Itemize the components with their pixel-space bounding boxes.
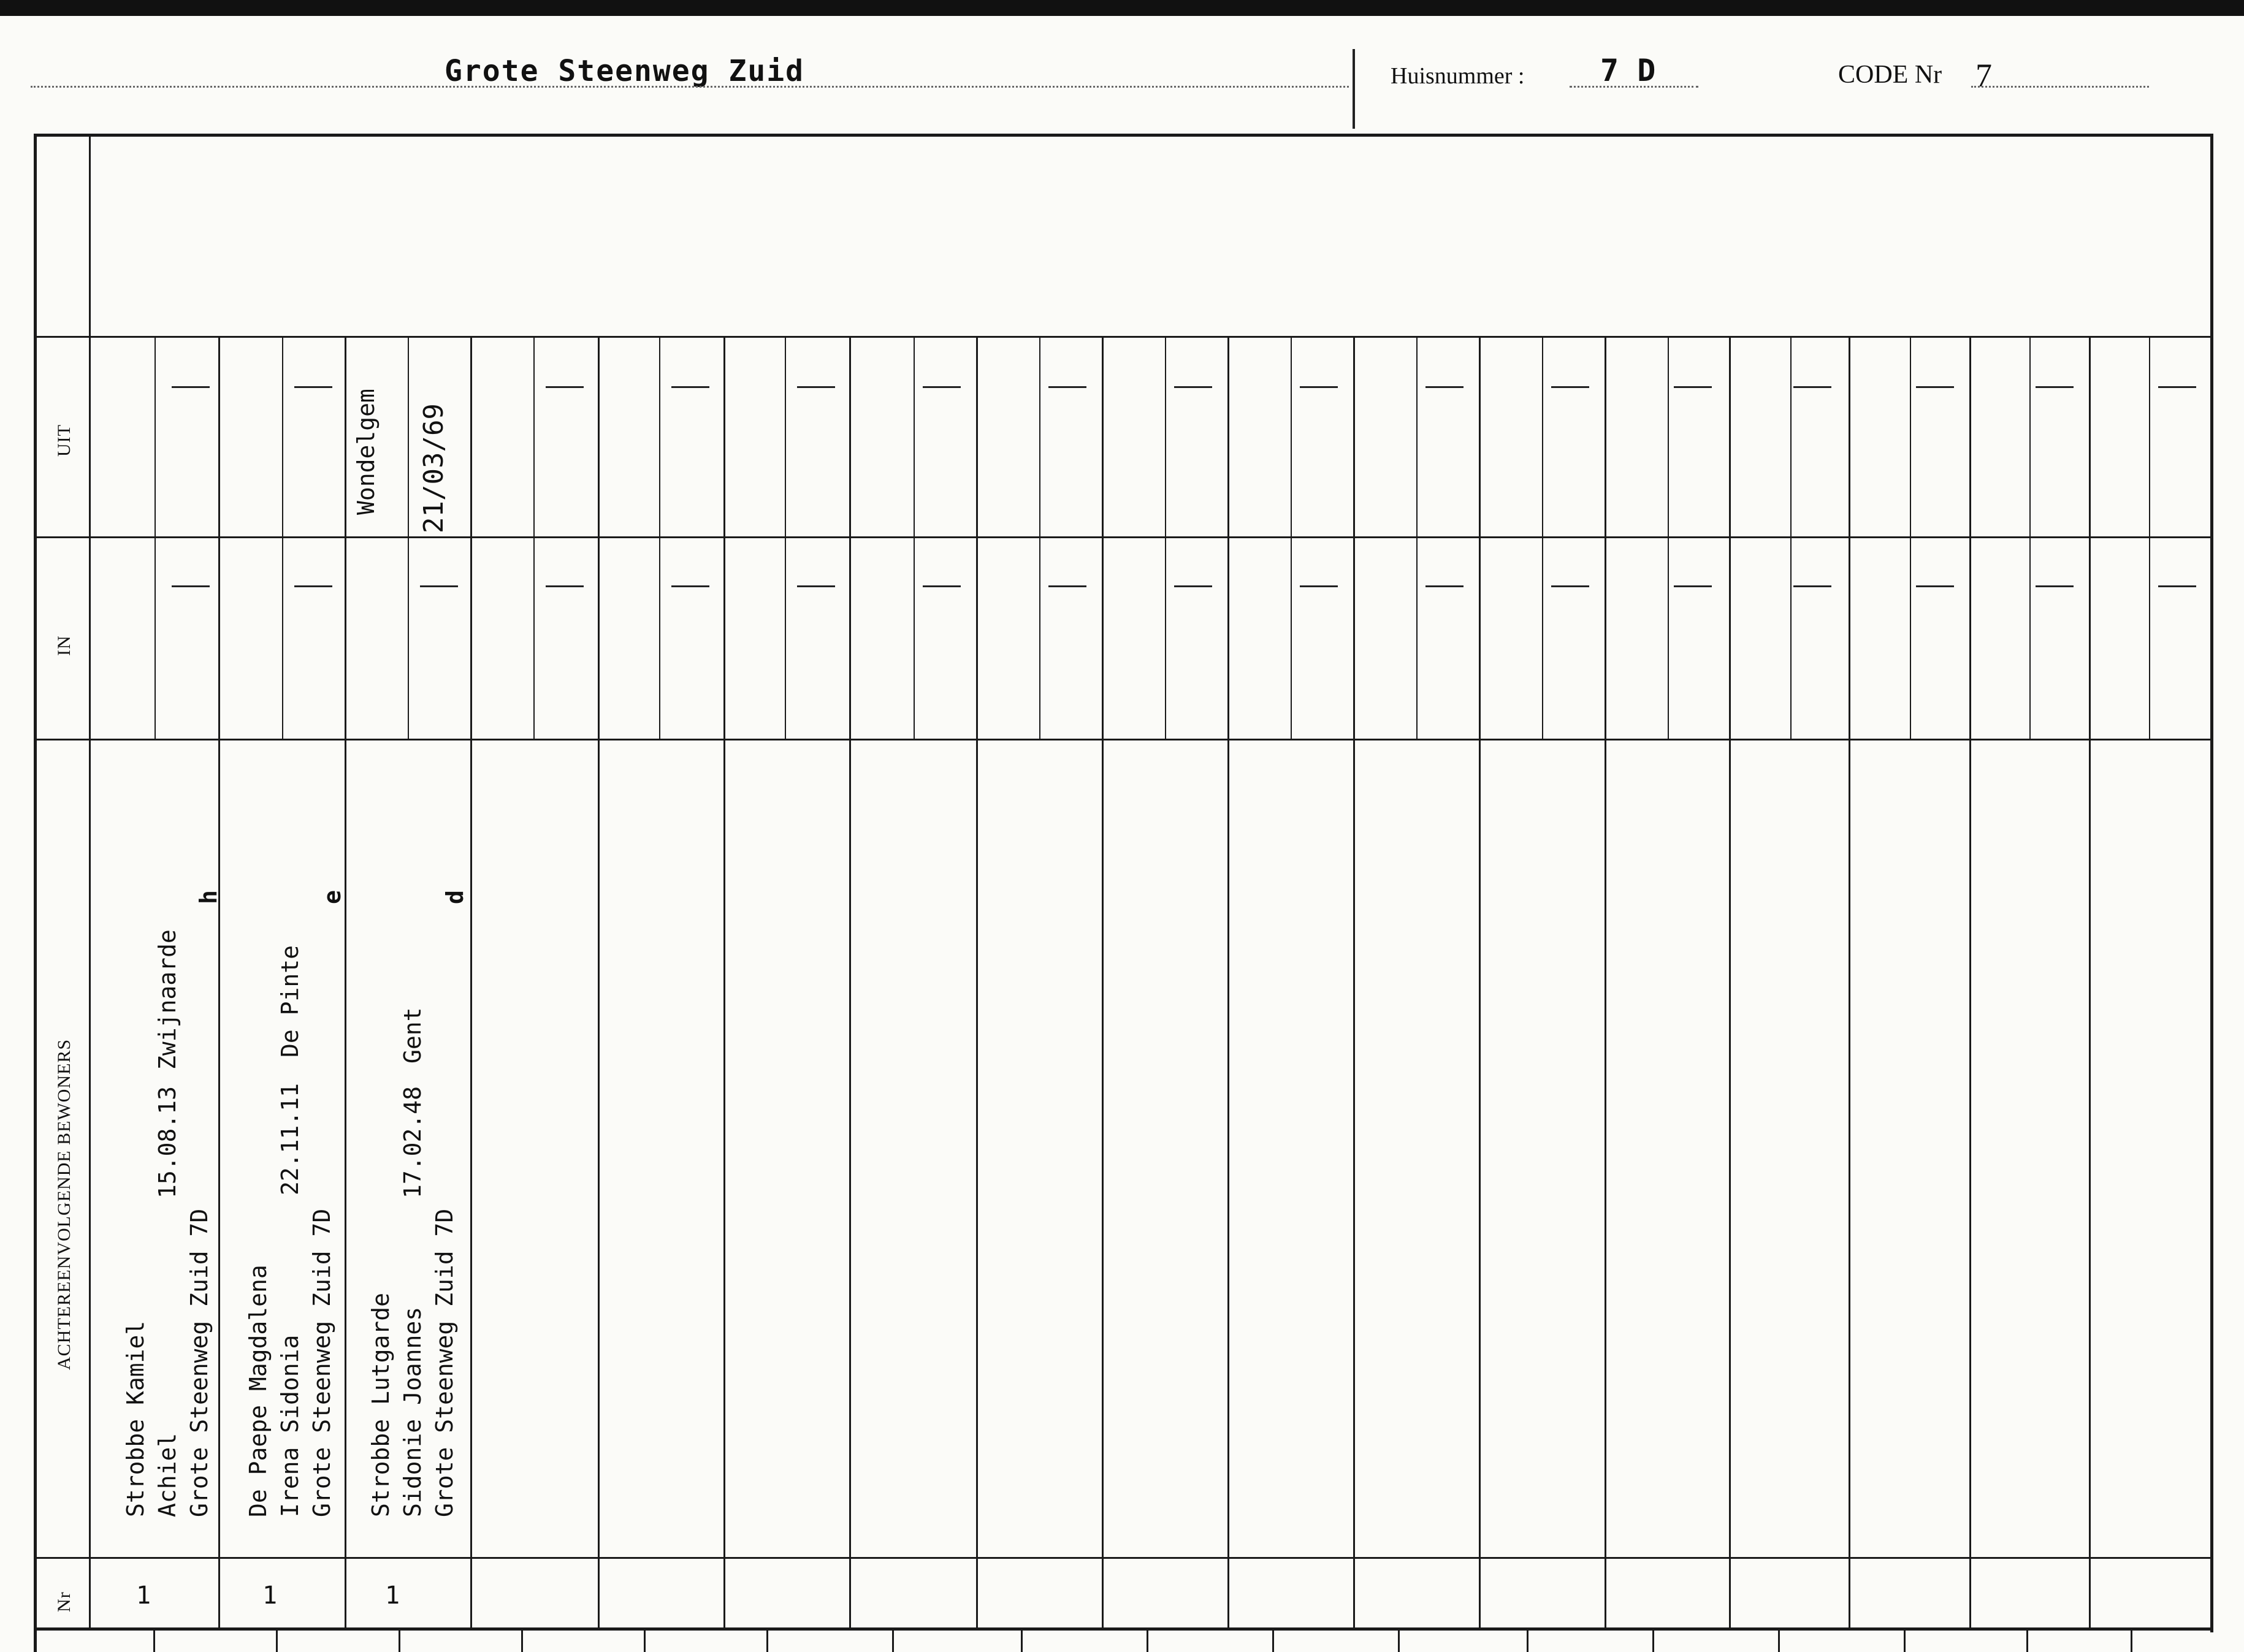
resident-col-line (1969, 337, 1971, 1627)
stub-line (153, 1631, 155, 1652)
resident-3-nr: 1 (385, 1582, 400, 1610)
in-dash (671, 585, 709, 587)
in-dash (2036, 585, 2074, 587)
huisnummer-dotted-line (1570, 86, 1698, 88)
uit-dash (797, 386, 835, 388)
resident-col-line (1102, 337, 1104, 1627)
resident-3-line2: Sidonie Joannes (399, 1306, 426, 1517)
in-dash (923, 585, 961, 587)
header-separator (1353, 49, 1355, 129)
uit-dash (1916, 386, 1954, 388)
in-dash (1048, 585, 1086, 587)
in-dash (1300, 585, 1338, 587)
uit-dash (923, 386, 961, 388)
resident-1-birthplace: Zwijnaarde (154, 929, 181, 1070)
subcol-line (785, 337, 786, 739)
in-dash (546, 585, 584, 587)
subcol-line (1416, 337, 1418, 739)
resident-3-letter: d (441, 890, 468, 904)
frame-top (34, 134, 2213, 137)
stub-line (1021, 1631, 1023, 1652)
frame-left (34, 134, 37, 1652)
subcol-line (1291, 337, 1292, 739)
resident-col-line (1353, 337, 1355, 1627)
huisnummer-label: Huisnummer : (1391, 63, 1525, 89)
uit-dash (546, 386, 584, 388)
uit-dash (1300, 386, 1338, 388)
uit-dash (2158, 386, 2196, 388)
stub-line (1778, 1631, 1780, 1652)
stub-line (1652, 1631, 1654, 1652)
resident-col-line (1227, 337, 1229, 1627)
subcol-line (659, 337, 660, 739)
subcol-line (1542, 337, 1543, 739)
bewoners-row-label: ACHTEREENVOLGENDE BEWONERS (54, 1038, 74, 1370)
nr-row-label: Nr (54, 1591, 74, 1612)
uit-dash (1674, 386, 1712, 388)
subcol-line (2029, 337, 2031, 739)
uit-dash (2036, 386, 2074, 388)
resident-col-line (218, 337, 220, 1627)
huisnummer-value: 7 D (1600, 53, 1656, 88)
uit-dash (172, 386, 210, 388)
uit-dash (1048, 386, 1086, 388)
stub-line (892, 1631, 894, 1652)
stub-line (1398, 1631, 1400, 1652)
in-dash (2158, 585, 2196, 587)
top-edge (0, 0, 2244, 16)
in-dash (1425, 585, 1464, 587)
stub-line (1527, 1631, 1528, 1652)
subcol-line (1790, 337, 1792, 739)
stub-line (276, 1631, 278, 1652)
subcol-line (1165, 337, 1166, 739)
frame-bottom (34, 1627, 2213, 1631)
resident-col-line (1729, 337, 1731, 1627)
resident-2-birthplace: De Pinte (277, 945, 303, 1057)
resident-col-line (1849, 337, 1850, 1627)
in-dash (797, 585, 835, 587)
subcol-line (408, 337, 409, 739)
in-dash (172, 585, 210, 587)
uit-dash (1793, 386, 1831, 388)
resident-3-uit-date: 21/03/69 (418, 403, 449, 533)
stub-line (2131, 1631, 2132, 1652)
resident-col-line (849, 337, 851, 1627)
resident-col-line (470, 337, 472, 1627)
in-dash (1793, 585, 1831, 587)
resident-1-nr: 1 (136, 1582, 151, 1610)
subcol-line (914, 337, 915, 739)
resident-2-nr: 1 (262, 1582, 278, 1610)
resident-2-birth: 22.11.11 (277, 1083, 303, 1195)
subcol-line (1039, 337, 1040, 739)
resident-1-name: Strobbe Kamiel (122, 1320, 149, 1517)
resident-col-line (976, 337, 978, 1627)
code-label: CODE Nr (1838, 61, 1942, 89)
resident-2-address: Grote Steenweg Zuid 7D (308, 1208, 335, 1517)
resident-2-letter: e (319, 890, 346, 904)
subcol-line (282, 337, 283, 739)
uit-dash (294, 386, 332, 388)
resident-1-line2: Achiel (154, 1433, 181, 1517)
in-dash (1916, 585, 1954, 587)
in-dash (1674, 585, 1712, 587)
frame-right (2210, 134, 2213, 1632)
in-dash (1174, 585, 1212, 587)
subcol-line (1668, 337, 1669, 739)
resident-col-line (2089, 337, 2091, 1627)
stub-line (1904, 1631, 1906, 1652)
subcol-line (155, 337, 156, 739)
uit-dash (1551, 386, 1589, 388)
label-column-line (89, 136, 91, 1629)
uit-row-label: UIT (54, 424, 74, 457)
in-dash (1551, 585, 1589, 587)
row-line-uit-top (36, 336, 2212, 338)
resident-col-line (598, 337, 600, 1627)
resident-3-uit-place: Wondelgem (353, 389, 380, 515)
in-dash (294, 585, 332, 587)
resident-col-line (1605, 337, 1606, 1627)
street-dotted-line (31, 86, 1349, 88)
uit-dash (1425, 386, 1464, 388)
resident-col-line (1479, 337, 1481, 1627)
stub-line (766, 1631, 768, 1652)
resident-col-line (723, 337, 725, 1627)
resident-col-line (345, 337, 346, 1627)
street-name: Grote Steenweg Zuid (445, 54, 805, 88)
row-line-nr-top (36, 1557, 2212, 1559)
stub-line (399, 1631, 400, 1652)
subcol-line (2149, 337, 2150, 739)
code-value: 7 (1975, 57, 1992, 94)
in-dash (420, 585, 458, 587)
stub-line (1272, 1631, 1274, 1652)
row-line-bewoners-top (36, 739, 2212, 740)
resident-2-line2: Irena Sidonia (277, 1334, 303, 1517)
row-line-in-top (36, 536, 2212, 538)
subcol-line (1910, 337, 1911, 739)
subcol-line (533, 337, 535, 739)
in-row-label: IN (54, 635, 74, 656)
stub-line (1147, 1631, 1148, 1652)
stub-line (521, 1631, 523, 1652)
resident-1-birth: 15.08.13 (154, 1086, 181, 1198)
stub-line (2026, 1631, 2028, 1652)
resident-2-name: De Paepe Magdalena (245, 1265, 272, 1517)
uit-dash (1174, 386, 1212, 388)
code-dotted-line (1971, 86, 2149, 88)
stub-line (644, 1631, 646, 1652)
resident-3-birthplace: Gent (399, 1007, 426, 1064)
resident-1-address: Grote Steenweg Zuid 7D (186, 1208, 213, 1517)
resident-3-address: Grote Steenweg Zuid 7D (431, 1208, 458, 1517)
resident-1-letter: h (195, 890, 222, 904)
resident-3-name: Strobbe Lutgarde (367, 1292, 394, 1517)
resident-3-birth: 17.02.48 (399, 1086, 426, 1198)
uit-dash (671, 386, 709, 388)
